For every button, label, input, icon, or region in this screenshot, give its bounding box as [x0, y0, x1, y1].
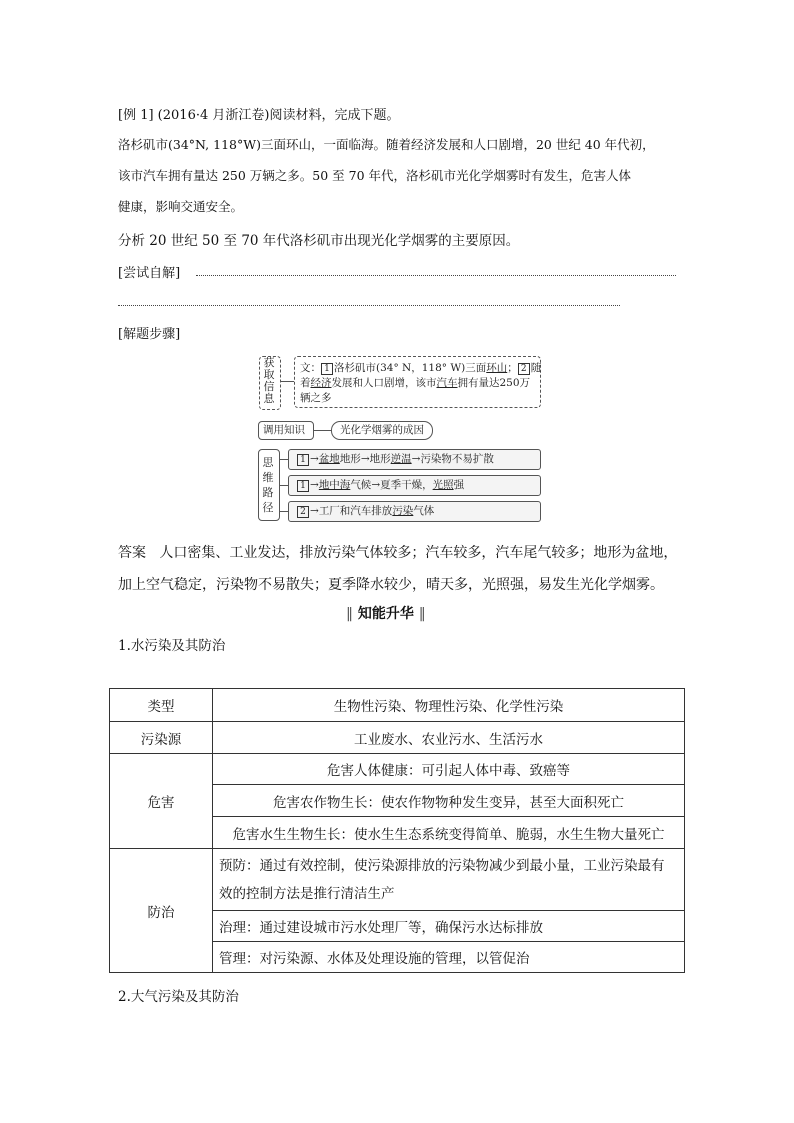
- table-cell: [213, 849, 685, 911]
- table-cell: 生物性污染、物理性污染、化学性污染: [213, 689, 685, 722]
- table-cell: 危害农作物生长：使农作物物种发生变异，甚至大面积死亡: [213, 785, 685, 817]
- example-paragraph-line-1: 洛杉矶市(34°N, 118°W)三面环山，一面临海。随着经济发展和人口剧增，20 世纪 40 年代初，: [118, 137, 655, 152]
- info-text: 发展和人口剧增，该市: [331, 377, 437, 389]
- number-badge: 2: [297, 506, 309, 518]
- example-title: [例 1] (2016·4 月浙江卷)阅读材料，完成下题。: [118, 108, 400, 123]
- table-cell: 危害人体健康：可引起人体中毒、致癌等: [213, 754, 685, 785]
- connector: [279, 459, 288, 460]
- table-row: [110, 722, 685, 754]
- table-cell: 管理：对污染源、水体及处理设施的管理，以管促治: [213, 942, 685, 973]
- example-paragraph-line-2: 该市汽车拥有量达 250 万辆之多。50 至 70 年代，洛杉矶市光化学烟雾时有发生，危害人体: [118, 168, 632, 183]
- table-row: [110, 754, 685, 785]
- arrow-icon: →: [310, 479, 319, 491]
- info-text: 着: [300, 377, 311, 389]
- connector: [313, 430, 331, 431]
- table-cell: 危害水生生物生长：使水生生态系统变得简单、脆弱，水生生物大量死亡: [213, 817, 685, 849]
- answer-text-1: 人口密集、工业发达，排放污染气体较多；汽车较多，汽车尾气较多；地形为盆地，: [159, 545, 678, 561]
- info-text: ；: [507, 362, 518, 374]
- path-text: 强: [453, 479, 465, 491]
- answer-line-1: [118, 542, 677, 562]
- water-heading: 1.水污染及其防治: [118, 638, 226, 654]
- water-pollution-table: [109, 688, 685, 973]
- path-text: 污染物不易扩散: [420, 453, 494, 465]
- table-header-cell: 防治: [110, 849, 213, 973]
- knowledge-label: 调用知识: [263, 424, 305, 436]
- path-keyword: 盆地: [318, 453, 340, 465]
- info-prefix: 文：: [300, 362, 321, 374]
- control-prevent-line-2: 效的控制方法是推行清洁生产: [219, 885, 395, 902]
- section-title-text: 知能升华: [357, 606, 414, 622]
- section-title: [346, 603, 426, 623]
- try-label: [尝试自解]: [118, 266, 181, 281]
- answer-line-2: 加上空气稳定，污染物不易散失；夏季降水较少，晴天多，光照强，易发生光化学烟雾。: [118, 577, 664, 593]
- connector: [279, 511, 288, 512]
- path-keyword: 污染: [392, 505, 414, 517]
- arrow-icon: →: [371, 479, 381, 491]
- arrow-icon: →: [310, 453, 319, 465]
- answer-line-2: [118, 305, 620, 306]
- info-line-2: [300, 376, 530, 390]
- info-text: 随: [530, 362, 542, 374]
- table-header-cell: 类型: [110, 689, 213, 722]
- path-step-2-text: [297, 478, 464, 492]
- example-question: 分析 20 世纪 50 至 70 年代洛杉矶市出现光化学烟雾的主要原因。: [118, 233, 520, 249]
- path-step-2: [288, 475, 541, 496]
- arrow-icon: →: [360, 453, 370, 465]
- number-badge: 1: [297, 454, 309, 466]
- section-bar-icon: ‖: [346, 606, 353, 622]
- info-line-1: [300, 361, 541, 375]
- get-info-label: 获取信息: [263, 356, 275, 405]
- table-header-cell: 污染源: [110, 722, 213, 754]
- path-text: 地形: [339, 453, 361, 465]
- path-text: 夏季干燥，: [380, 479, 433, 491]
- answer-label: 答案: [118, 545, 146, 561]
- section-bar-icon: ‖: [418, 606, 426, 622]
- path-keyword: 光照: [432, 479, 454, 491]
- air-heading: 2.大气污染及其防治: [118, 989, 239, 1005]
- info-line-3: 辆之多: [300, 392, 332, 404]
- path-keyword: 逆温: [390, 453, 412, 465]
- path-text: 气体: [413, 505, 435, 517]
- info-text: 洛杉矶市(34° N，118° W)三面: [334, 362, 487, 374]
- table-cell: 治理：通过建设城市污水处理厂等，确保污水达标排放: [213, 911, 685, 942]
- knowledge-value: 光化学烟雾的成因: [340, 424, 424, 436]
- connector: [280, 381, 294, 382]
- path-keyword: 地中海: [318, 479, 351, 491]
- number-badge: 2: [518, 363, 530, 375]
- table-header-cell: 危害: [110, 754, 213, 849]
- connector: [279, 485, 288, 486]
- steps-label: [解题步骤]: [118, 327, 181, 342]
- info-keyword: 汽车: [436, 377, 458, 389]
- control-prevent-line-1: 预防：通过有效控制，使污染源排放的污染物减少到最小量，工业污染最有: [219, 857, 665, 874]
- arrow-icon: →: [310, 505, 319, 517]
- path-step-1: [288, 449, 541, 470]
- table-row: [110, 849, 685, 911]
- number-badge: 1: [297, 480, 309, 492]
- path-step-1-text: [297, 452, 494, 466]
- path-text: 地形: [369, 453, 391, 465]
- answer-line-1: [196, 275, 676, 276]
- number-badge: 1: [321, 363, 333, 375]
- path-step-3: [288, 501, 541, 522]
- path-step-3-text: [297, 504, 434, 518]
- path-text: 气候: [350, 479, 372, 491]
- table-row: [110, 689, 685, 722]
- info-keyword: 环山: [486, 362, 508, 374]
- path-text: 工厂和汽车排放: [318, 505, 393, 517]
- table-cell: 工业废水、农业污水、生活污水: [213, 722, 685, 754]
- info-text: 拥有量达250万: [457, 377, 531, 389]
- info-keyword: 经济: [310, 377, 332, 389]
- arrow-icon: →: [411, 453, 421, 465]
- path-label: 思维路径: [262, 456, 274, 514]
- example-paragraph-line-3: 健康，影响交通安全。: [118, 199, 244, 214]
